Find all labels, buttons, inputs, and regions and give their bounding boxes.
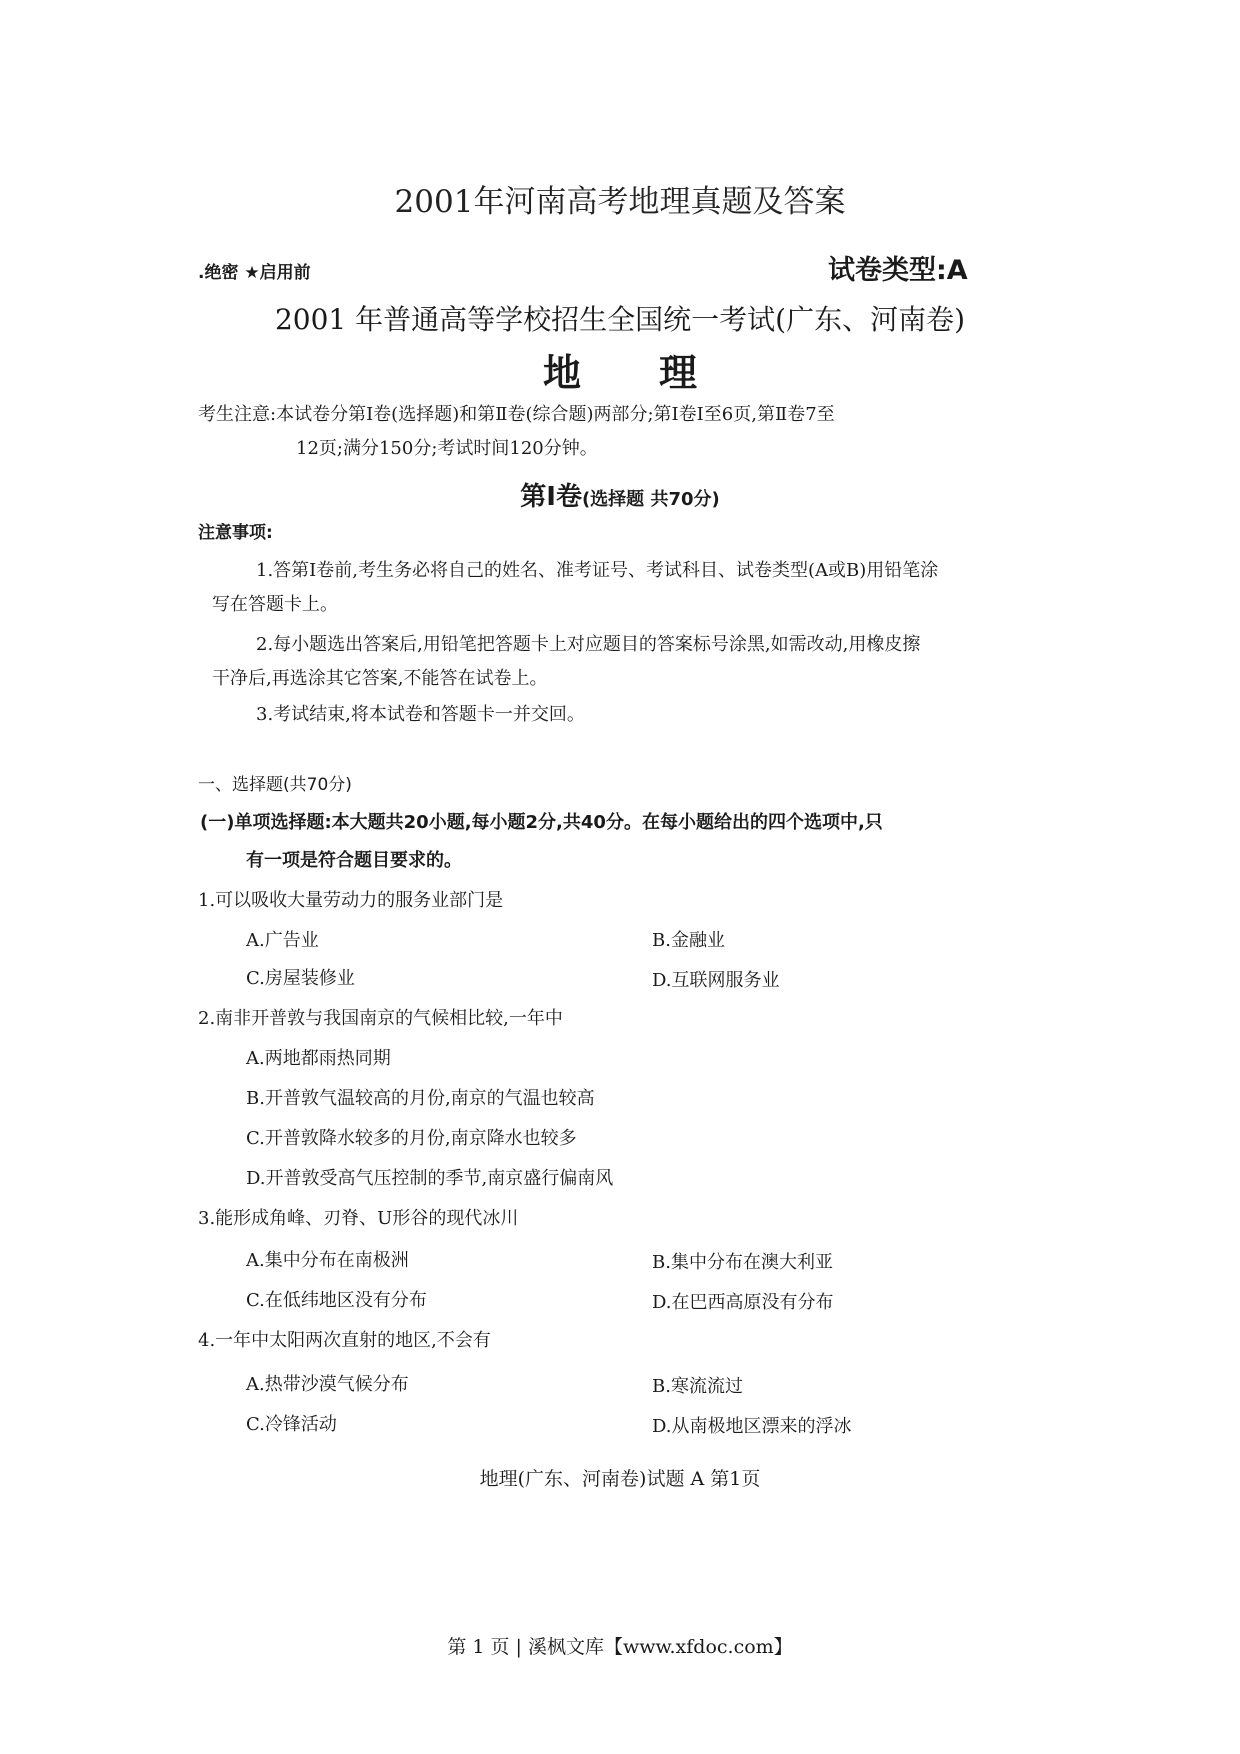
question-2-option-a: A.两地都雨热同期	[246, 1048, 391, 1069]
question-2-option-c: C.开普敦降水较多的月份,南京降水也较多	[246, 1128, 577, 1149]
question-1-option-a: A.广告业	[246, 930, 319, 951]
volume-1-heading	[0, 476, 1240, 513]
confidential-label: .绝密 ★启用前	[198, 263, 311, 283]
question-4-stem: 4.一年中太阳两次直射的地区,不会有	[198, 1330, 491, 1351]
question-4-option-d: D.从南极地区漂来的浮冰	[652, 1416, 852, 1437]
volume-1-title: 第Ⅰ卷	[520, 482, 582, 512]
question-3-option-d: D.在巴西高原没有分布	[652, 1292, 834, 1313]
single-choice-instructions-line-2: 有一项是符合题目要求的。	[246, 850, 462, 871]
rule-1-line-1: 1.答第Ⅰ卷前,考生务必将自己的姓名、准考证号、考试科目、试卷类型(A或B)用铅笔涂	[256, 560, 939, 581]
question-2-stem: 2.南非开普敦与我国南京的气候相比较,一年中	[198, 1008, 563, 1029]
rule-2-line-2: 干净后,再选涂其它答案,不能答在试卷上。	[212, 668, 548, 689]
site-page-footer: 第 1 页 | 溪枫文库【www.xfdoc.com】	[447, 1636, 793, 1658]
question-2-option-d: D.开普敦受高气压控制的季节,南京盛行偏南风	[246, 1168, 614, 1189]
subject-title: 地理	[542, 351, 775, 395]
question-1-stem: 1.可以吸收大量劳动力的服务业部门是	[198, 890, 504, 911]
question-1-option-c: C.房屋装修业	[246, 968, 355, 989]
question-1-option-d: D.互联网服务业	[652, 970, 780, 991]
exam-page-footer: 地理(广东、河南卷)试题 A 第1页	[479, 1468, 761, 1490]
question-3-option-c: C.在低纬地区没有分布	[246, 1290, 427, 1311]
question-3-option-b: B.集中分布在澳大利亚	[652, 1252, 833, 1273]
question-1-option-b: B.金融业	[652, 930, 725, 951]
question-4-option-b: B.寒流流过	[652, 1376, 743, 1397]
question-4-option-c: C.冷锋活动	[246, 1414, 337, 1435]
rule-1-line-2: 写在答题卡上。	[212, 594, 338, 615]
candidate-notice-line-1: 考生注意:本试卷分第Ⅰ卷(选择题)和第Ⅱ卷(综合题)两部分;第Ⅰ卷Ⅰ至6页,第Ⅱ卷7至	[198, 404, 835, 425]
section-1-heading: 一、选择题(共70分)	[198, 775, 352, 795]
question-2-option-b: B.开普敦气温较高的月份,南京的气温也较高	[246, 1088, 595, 1109]
question-4-option-a: A.热带沙漠气候分布	[246, 1374, 409, 1395]
paper-type-label: 试卷类型:A	[828, 255, 968, 286]
candidate-notice-line-2: 12页;满分150分;考试时间120分钟。	[296, 438, 598, 459]
document-title: 2001年河南高考地理真题及答案	[394, 184, 846, 220]
question-3-option-a: A.集中分布在南极洲	[246, 1250, 409, 1271]
rule-3: 3.考试结束,将本试卷和答题卡一并交回。	[256, 704, 585, 725]
question-3-stem: 3.能形成角峰、刃脊、U形谷的现代冰川	[198, 1208, 519, 1229]
single-choice-instructions-line-1: (一)单项选择题:本大题共20小题,每小题2分,共40分。在每小题给出的四个选项中,只	[200, 812, 883, 833]
volume-1-subtitle: (选择题 共70分)	[581, 489, 720, 510]
exam-title: 2001 年普通高等学校招生全国统一考试(广东、河南卷)	[274, 303, 965, 336]
attention-heading: 注意事项:	[198, 523, 273, 543]
rule-2-line-1: 2.每小题选出答案后,用铅笔把答题卡上对应题目的答案标号涂黑,如需改动,用橡皮擦	[256, 634, 921, 655]
